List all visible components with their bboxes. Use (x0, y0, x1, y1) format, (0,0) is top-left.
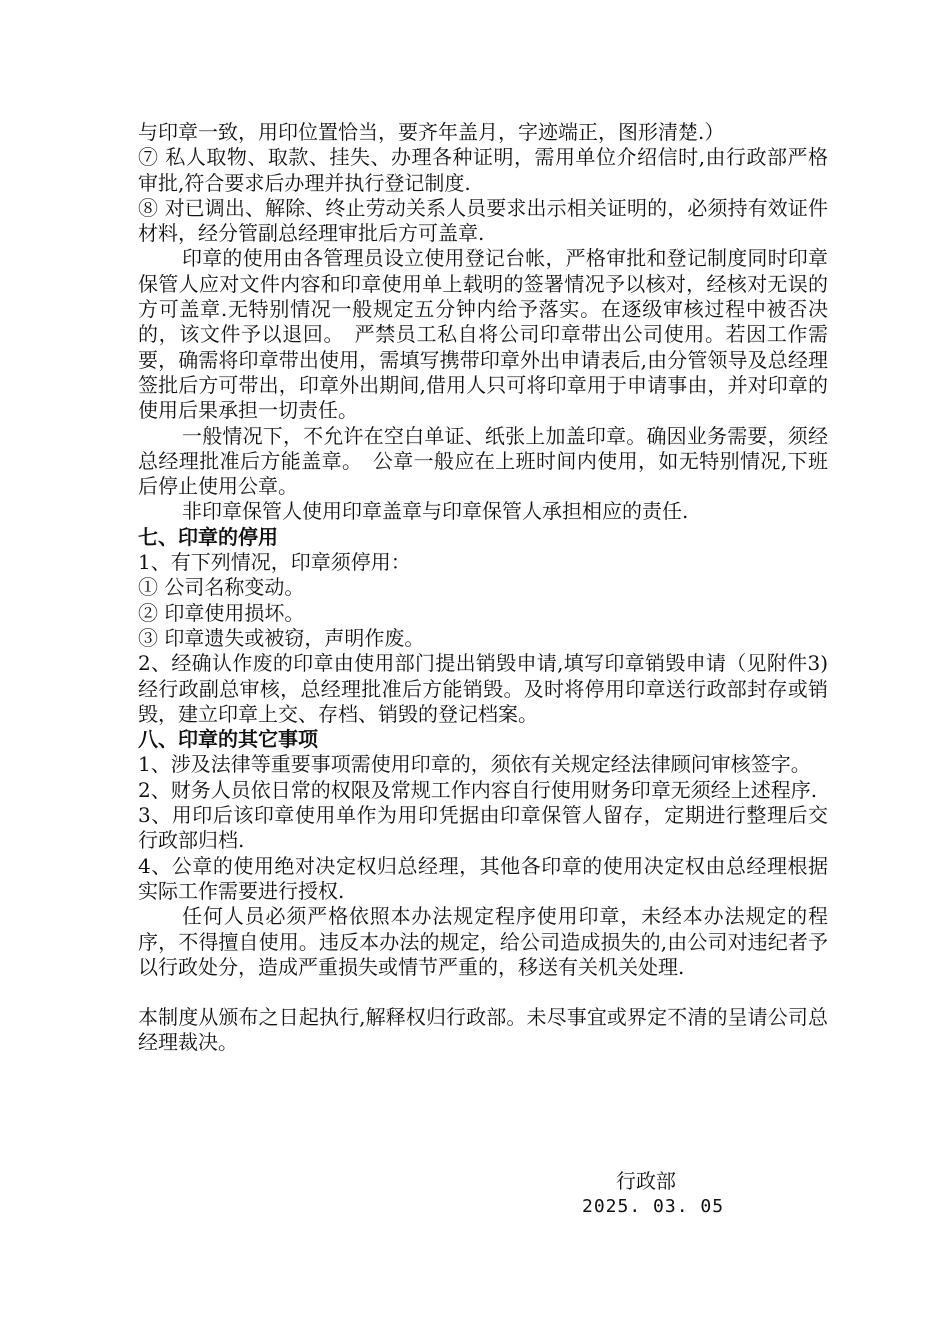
paragraph: ② 印章使用损坏。 (138, 600, 305, 625)
section-heading: 八、印章的其它事项 (138, 727, 318, 752)
paragraph: 2、财务人员依日常的权限及常规工作内容自行使用财务印章无须经上述程序. (138, 777, 818, 802)
paragraph: 印章的使用由各管理员设立使用登记台帐，严格审批和登记制度同时印章保管人应对文件内容和印章使用单上载明的签署情况予以核对，经核对无误的方可盖章.无特别情况一般规定五分钟内给予落实。在逐级审核过程中被否决的，该文件予以退回。 严禁员工私自将公司印章带出公司使用。若因工作需要，确需将印章带出使用，需填写携带印章外出申请表后,由分管领导及总经理签批后方可带出，印章外出期间,借用人只可将印章用于申请事由，并对印章的使用后果承担一切责任。 (138, 246, 828, 423)
section-heading: 七、印章的停用 (138, 524, 278, 549)
document-body (138, 120, 828, 1056)
paragraph: 任何人员必须严格依照本办法规定程序使用印章，未经本办法规定的程序，不得擅自使用。违反本办法的规定，给公司造成损失的,由公司对违纪者予以行政处分，造成严重损失或情节严重的，移送有关机关处理. (138, 904, 828, 979)
paragraph: ③ 印章遗失或被窃，声明作废。 (138, 625, 425, 650)
paragraph: 1、涉及法律等重要事项需使用印章的，须依有关规定经法律顾问审核签字。 (138, 752, 811, 777)
paragraph: 非印章保管人使用印章盖章与印章保管人承担相应的责任. (182, 499, 689, 524)
paragraph: 一般情况下，不允许在空白单证、纸张上加盖印章。确因业务需要，须经总经理批准后方能盖章。 公章一般应在上班时间内使用，如无特别情况,下班后停止使用公章。 (138, 423, 828, 499)
paragraph: 与印章一致，用印位置恰当，要齐年盖月，字迹端正，图形清楚.） (138, 120, 725, 144)
paragraph: 1、有下列情况，印章须停用： (138, 550, 411, 575)
paragraph: 4、公章的使用绝对决定权归总经理，其他各印章的使用决定权由总经理根据实际工作需要进行授权. (138, 853, 828, 903)
paragraph: 本制度从颁布之日起执行,解释权归行政部。未尽事宜或界定不清的呈请公司总经理裁决。 (138, 1005, 828, 1055)
paragraph: 2、经确认作废的印章由使用部门提出销毁申请,填写印章销毁申请（见附件3)经行政副总审核，总经理批准后方能销毁。及时将停用印章送行政部封存或销毁，建立印章上交、存档、销毁的登记档案。 (138, 651, 828, 726)
paragraph: ⑧ 对已调出、解除、终止劳动关系人员要求出示相关证明的，必须持有效证件材料，经分管副总经理审批后方可盖章. (138, 195, 828, 246)
paragraph-gap (138, 980, 828, 1005)
paragraph: ⑦ 私人取物、取款、挂失、办理各种证明，需用单位介绍信时,由行政部严格审批,符合要求后办理并执行登记制度. (138, 145, 828, 195)
signature-block (582, 1168, 782, 1220)
paragraph: ① 公司名称变动。 (138, 575, 305, 600)
signature-department: 行政部 (616, 1169, 676, 1193)
signature-date: 2025. 03. 05 (582, 1196, 725, 1217)
paragraph: 3、用印后该印章使用单作为用印凭据由印章保管人留存，定期进行整理后交行政部归档. (138, 803, 828, 853)
